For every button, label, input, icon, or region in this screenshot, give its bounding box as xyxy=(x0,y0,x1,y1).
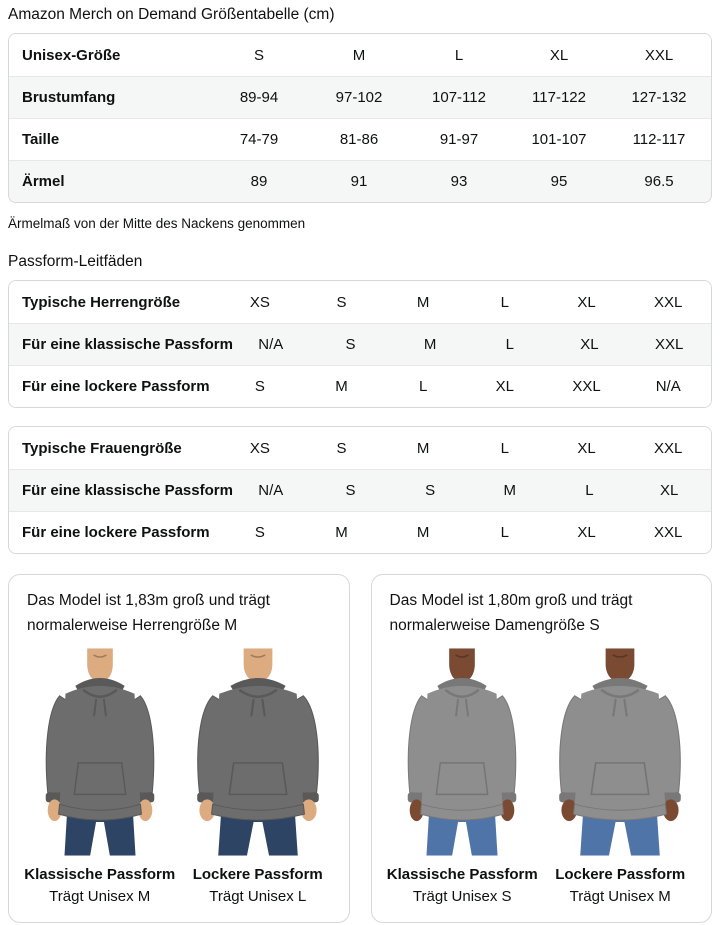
male-model-classic-photo xyxy=(24,646,176,908)
model-photos xyxy=(386,646,698,908)
male-model-loose-photo xyxy=(182,646,334,908)
size-cell: M xyxy=(352,46,366,64)
row-label: Taille xyxy=(22,131,60,148)
size-cell: M xyxy=(423,336,437,353)
size-cell: M xyxy=(335,378,348,395)
size-cell: XL xyxy=(659,482,679,499)
measure-cell: 101-107 xyxy=(531,131,587,148)
table-row xyxy=(9,323,711,365)
unisex-size-table xyxy=(8,33,712,203)
size-cell: XXL xyxy=(654,336,684,353)
table-row xyxy=(9,469,711,511)
row-label: Für eine lockere Passform xyxy=(22,378,210,395)
table-row xyxy=(9,76,711,118)
model-photos xyxy=(23,646,335,908)
size-cell: S xyxy=(253,46,264,64)
hoodie-model-image xyxy=(184,646,332,858)
size-label: Trägt Unisex M xyxy=(49,888,151,905)
measure-cell: 81-86 xyxy=(339,131,379,148)
size-cell: L xyxy=(500,439,510,457)
fit-label: Klassische Passform xyxy=(24,866,176,883)
measure-cell: 112-117 xyxy=(632,131,686,148)
size-cell: M xyxy=(416,293,430,311)
size-cell: N/A xyxy=(258,482,284,499)
size-label: Trägt Unisex M xyxy=(569,888,671,905)
size-cell: L xyxy=(585,482,594,499)
photo-caption xyxy=(182,864,334,908)
size-cell: XL xyxy=(577,439,596,457)
row-label: Ärmel xyxy=(22,173,65,190)
size-cell: XXL xyxy=(644,46,674,64)
male-model-card xyxy=(8,574,350,923)
fit-label: Lockere Passform xyxy=(192,866,323,883)
measure-cell: 127-132 xyxy=(631,89,687,106)
size-cell: S xyxy=(336,293,347,311)
measure-cell: 96.5 xyxy=(644,173,674,190)
model-description: Das Model ist 1,83m groß und trägt normalerweise Herrengröße M xyxy=(27,592,270,634)
sleeve-measure-note: Ärmelmaß von der Mitte des Nackens genommen xyxy=(8,216,306,231)
size-cell: XXL xyxy=(654,439,683,457)
hoodie-model-image xyxy=(388,646,536,858)
photo-caption xyxy=(544,864,696,908)
female-model-classic-photo xyxy=(386,646,538,908)
model-description: Das Model ist 1,80m groß und trägt normalerweise Damengröße S xyxy=(389,592,633,634)
row-label: Typische Frauengröße xyxy=(22,439,182,457)
size-cell: S xyxy=(345,482,356,499)
measure-cell: 93 xyxy=(450,173,468,190)
size-cell: L xyxy=(505,336,514,353)
row-label: Für eine klassische Passform xyxy=(22,482,233,499)
size-cell: XL xyxy=(577,524,596,541)
measure-cell: 91 xyxy=(350,173,368,190)
measure-cell: 91-97 xyxy=(439,131,479,148)
size-cell: XXL xyxy=(572,378,601,395)
measure-cell: 89 xyxy=(250,173,268,190)
female-model-card xyxy=(371,574,713,923)
size-cell: S xyxy=(336,439,347,457)
size-cell: L xyxy=(500,293,510,311)
size-cell: S xyxy=(425,482,436,499)
female-model-loose-photo xyxy=(544,646,696,908)
photo-caption xyxy=(24,864,176,908)
mens-fit-table xyxy=(8,280,712,408)
table-row xyxy=(9,34,711,76)
size-cell: XL xyxy=(495,378,515,395)
measure-cell: 107-112 xyxy=(432,89,486,106)
size-cell: N/A xyxy=(258,336,284,353)
table-row xyxy=(9,427,711,469)
fit-label: Lockere Passform xyxy=(555,866,686,883)
hoodie-model-image xyxy=(546,646,694,858)
measure-cell: 89-94 xyxy=(239,89,279,106)
size-cell: L xyxy=(419,378,428,395)
size-label: Trägt Unisex L xyxy=(209,888,307,905)
size-cell: M xyxy=(416,524,430,541)
size-cell: N/A xyxy=(655,378,681,395)
model-cards xyxy=(8,574,712,923)
size-cell: M xyxy=(416,439,430,457)
womens-fit-table xyxy=(8,426,712,554)
size-label: Trägt Unisex S xyxy=(412,888,512,905)
measure-cell: 117-122 xyxy=(532,89,586,106)
size-cell: XL xyxy=(580,336,599,353)
size-cell: L xyxy=(500,524,510,541)
row-label: Für eine lockere Passform xyxy=(22,524,210,541)
measure-cell: 74-79 xyxy=(239,131,279,148)
table-row xyxy=(9,281,711,323)
size-cell: XS xyxy=(249,439,270,457)
photo-caption xyxy=(386,864,538,908)
size-cell: XXL xyxy=(654,293,683,311)
page-title: Amazon Merch on Demand Größentabelle (cm) xyxy=(8,6,335,23)
size-cell: XL xyxy=(549,46,569,64)
size-cell: S xyxy=(254,378,265,395)
table-row xyxy=(9,118,711,160)
row-label: Unisex-Größe xyxy=(22,46,121,64)
size-cell: XL xyxy=(577,293,596,311)
table-row xyxy=(9,365,711,407)
table-row xyxy=(9,511,711,553)
measure-cell: 97-102 xyxy=(335,89,383,106)
size-cell: M xyxy=(335,524,348,541)
size-guide-page xyxy=(8,6,712,923)
fit-guides-title: Passform-Leitfäden xyxy=(8,253,143,270)
size-cell: S xyxy=(254,524,265,541)
measure-cell: 95 xyxy=(550,173,568,190)
row-label: Für eine klassische Passform xyxy=(22,336,233,353)
size-cell: XXL xyxy=(654,524,683,541)
hoodie-model-image xyxy=(26,646,174,858)
table-row xyxy=(9,160,711,202)
size-cell: S xyxy=(345,336,356,353)
row-label: Typische Herrengröße xyxy=(22,293,181,311)
size-cell: M xyxy=(503,482,517,499)
size-cell: L xyxy=(454,46,464,64)
size-cell: XS xyxy=(249,293,270,311)
row-label: Brustumfang xyxy=(22,89,116,106)
fit-label: Klassische Passform xyxy=(386,866,538,883)
